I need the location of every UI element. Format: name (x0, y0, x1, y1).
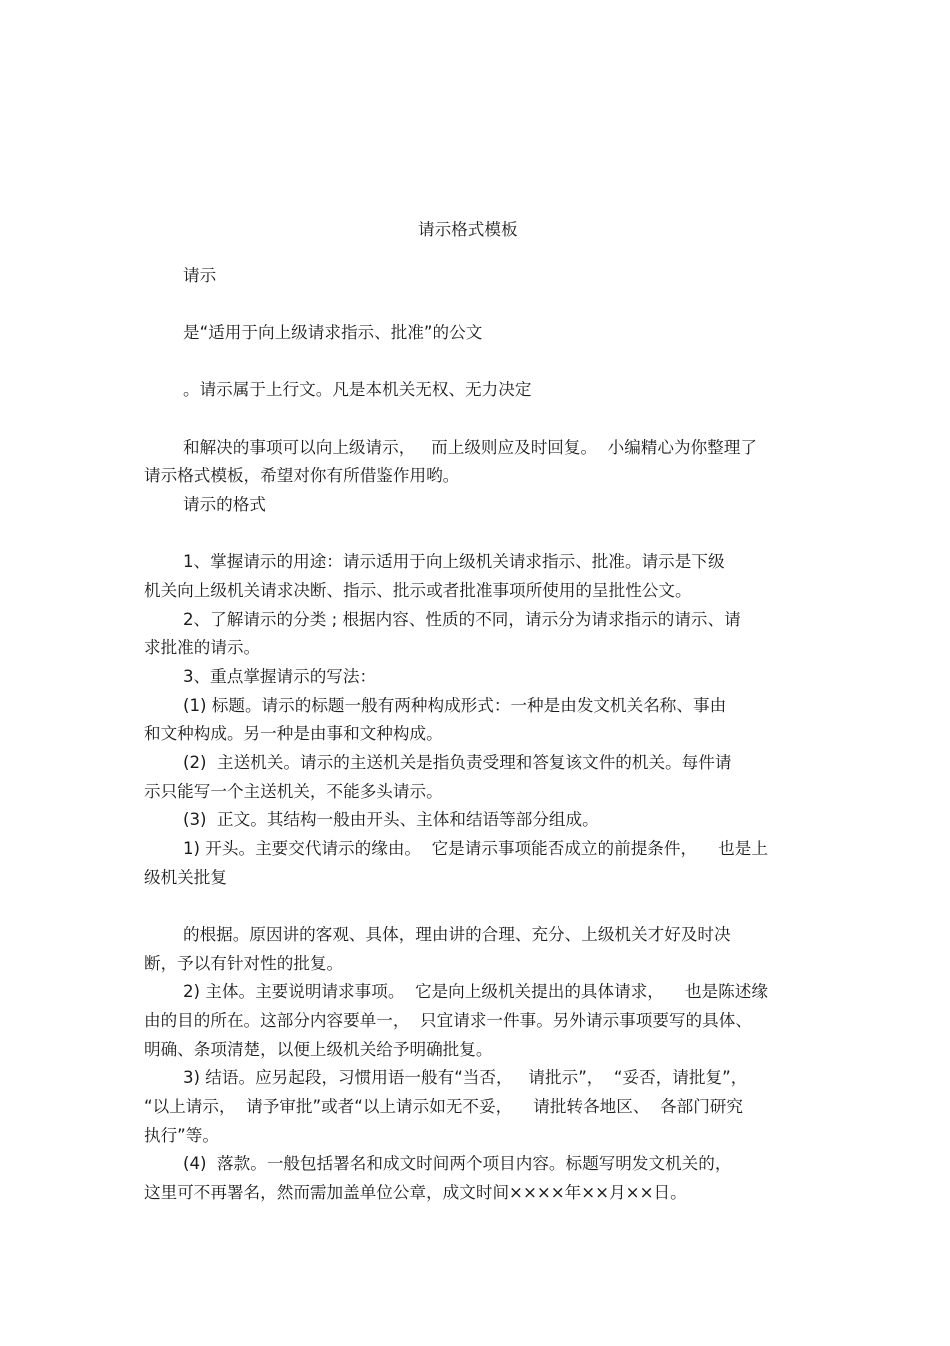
text-line: (2) 主送机关。请示的主送机关是指负责受理和答复该文件的机关。每件请 (183, 753, 732, 772)
text-line: 2) 主体。主要说明请求事项。 它是向上级机关提出的具体请求， 也是陈述缘 (183, 982, 768, 1001)
text-line: 。请示属于上行文。凡是本机关无权、无力决定 (183, 380, 532, 399)
text-line: 这里可不再署名，然而需加盖单位公章，成文时间××××年××月××日。 (144, 1183, 687, 1202)
text-line: 1、掌握请示的用途：请示适用于向上级机关请求指示、批准。请示是下级 (183, 552, 725, 571)
text-line: (1) 标题。请示的标题一般有两种构成形式：一种是由发文机关名称、事由 (183, 696, 727, 715)
text-line: 由的目的所在。这部分内容要单一， 只宜请求一件事。另外请示事项要写的具体、 (144, 1011, 752, 1030)
text-line: 断，予以有针对性的批复。 (144, 954, 344, 973)
text-line: (3) 正文。其结构一般由开头、主体和结语等部分组成。 (183, 810, 599, 829)
text-line: 和解决的事项可以向上级请示， 而上级则应及时回复。 小编精心为你整理了 (183, 438, 757, 457)
text-line: 明确、条项清楚，以便上级机关给予明确批复。 (144, 1040, 493, 1059)
text-line: (4) 落款。一般包括署名和成文时间两个项目内容。标题写明发文机关的， (183, 1154, 732, 1173)
text-line: 请示格式模板，希望对你有所借鉴作用哟。 (144, 466, 460, 485)
text-line: 请示 (183, 266, 217, 285)
text-line: 级机关批复 (144, 868, 227, 887)
document-title: 请示格式模板 (418, 220, 518, 239)
text-line: 求批准的请示。 (144, 638, 261, 657)
text-line: 3) 结语。应另起段，习惯用语一般有“当否， 请批示”， “妥否，请批复”， (183, 1068, 748, 1087)
text-line: 2、了解请示的分类 ; 根据内容、性质的不同，请示分为请求指示的请示、请 (183, 610, 741, 629)
text-line: 执行”等。 (144, 1126, 219, 1145)
text-line: 示只能写一个主送机关，不能多头请示。 (144, 782, 443, 801)
text-line: “以上请示， 请予审批”或者“以上请示如无不妥， 请批转各地区、 各部门研究 (144, 1097, 743, 1116)
text-line: 是“适用于向上级请求指示、批准”的公文 (183, 323, 483, 342)
text-line: 机关向上级机关请求决断、指示、批示或者批准事项所使用的呈批性公文。 (144, 581, 692, 600)
section-heading: 请示的格式 (183, 495, 266, 514)
text-line: 和文种构成。另一种是由事和文种构成。 (144, 724, 443, 743)
text-line: 3、重点掌握请示的写法： (183, 667, 377, 686)
text-line: 的根据。原因讲的客观、具体，理由讲的合理、充分、上级机关才好及时决 (183, 925, 731, 944)
text-line: 1) 开头。主要交代请示的缘由。 它是请示事项能否成立的前提条件， 也是上 (183, 839, 768, 858)
